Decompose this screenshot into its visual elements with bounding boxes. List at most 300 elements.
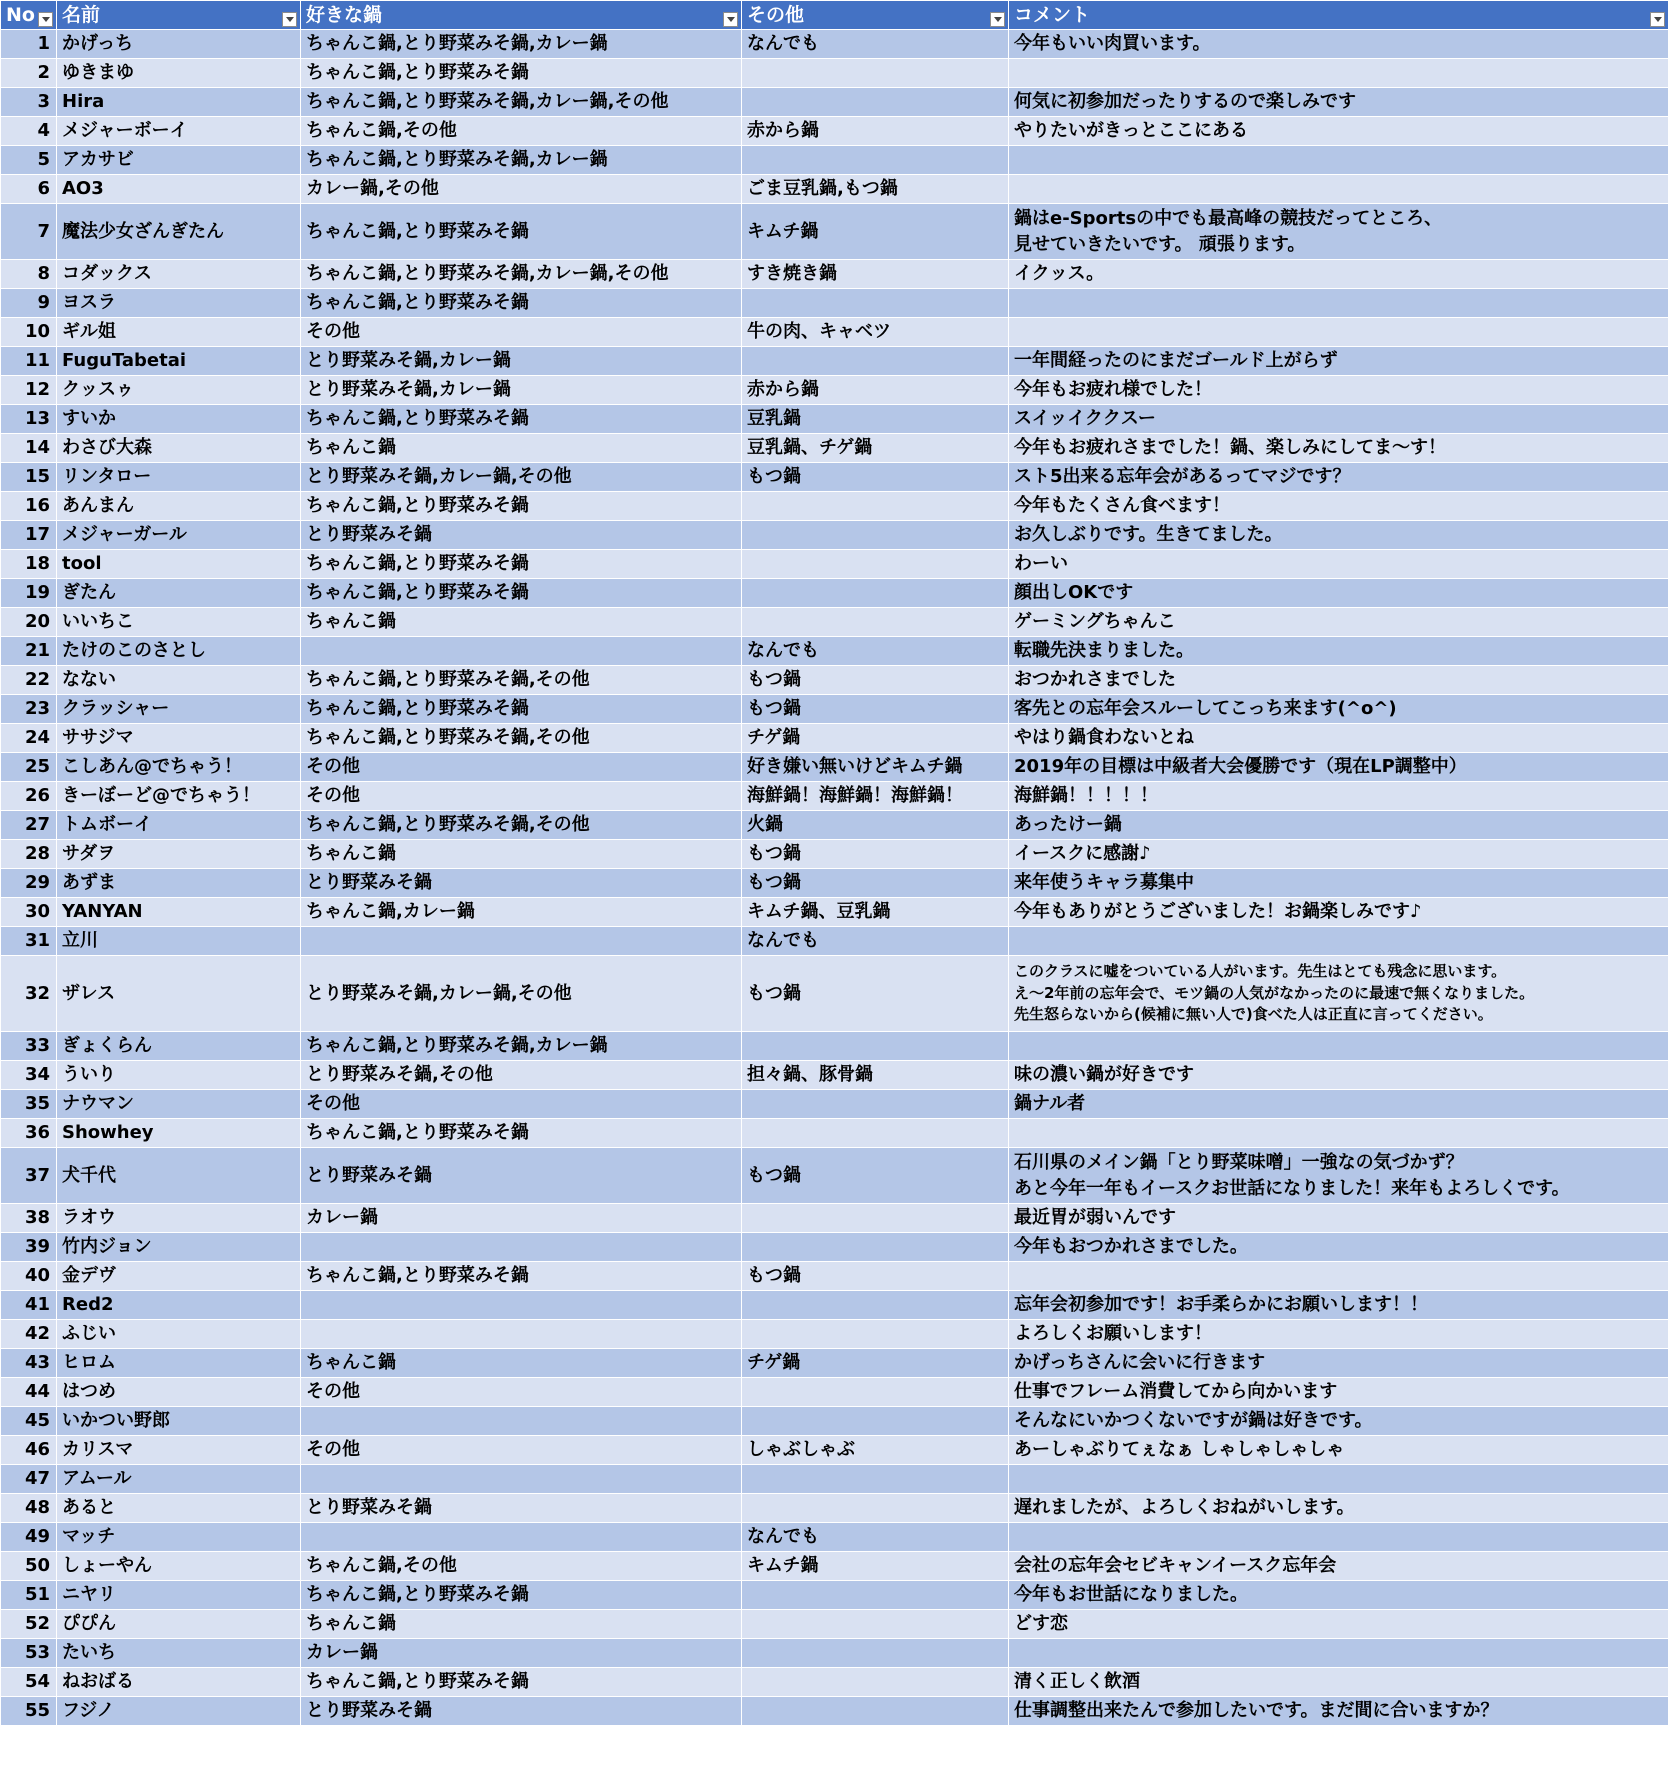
cell-other[interactable]: 豆乳鍋、チゲ鍋 (742, 434, 1009, 463)
comment-line: 今年もお疲れさまでした！鍋、楽しみにしてま～す！ (1014, 437, 1446, 459)
cell-no[interactable]: 10 (1, 318, 57, 347)
cell-other[interactable] (742, 579, 1009, 608)
cell-comment[interactable] (1009, 1233, 1668, 1262)
cell-other[interactable]: 火鍋 (742, 811, 1009, 840)
cell-other[interactable]: もつ鍋 (742, 840, 1009, 869)
cell-comment[interactable] (1009, 1668, 1668, 1697)
cell-other[interactable]: なんでも (742, 927, 1009, 956)
cell-comment[interactable] (1009, 1291, 1668, 1320)
filter-dropdown-icon[interactable] (1650, 12, 1665, 27)
cell-comment[interactable] (1009, 1407, 1668, 1436)
table-row (1, 318, 1668, 347)
cell-favorite-nabe[interactable] (301, 1407, 742, 1436)
cell-name[interactable]: コダックス (57, 260, 301, 289)
cell-favorite-nabe[interactable]: ちゃんこ鍋,カレー鍋 (301, 898, 742, 927)
cell-name[interactable]: ぴぴん (57, 1610, 301, 1639)
cell-favorite-nabe[interactable]: その他 (301, 318, 742, 347)
cell-favorite-nabe[interactable]: ちゃんこ鍋,とり野菜みそ鍋,カレー鍋 (301, 1032, 742, 1061)
cell-favorite-nabe[interactable]: ちゃんこ鍋,とり野菜みそ鍋 (301, 405, 742, 434)
table-row (1, 1494, 1668, 1523)
cell-name[interactable]: ういり (57, 1061, 301, 1090)
header-label: No (6, 3, 35, 26)
cell-no[interactable]: 52 (1, 1610, 57, 1639)
cell-other[interactable]: ごま豆乳鍋,もつ鍋 (742, 175, 1009, 204)
cell-name[interactable]: きーぼーど@でちゃう！ (57, 782, 301, 811)
cell-other[interactable] (742, 1291, 1009, 1320)
cell-comment[interactable] (1009, 146, 1668, 175)
cell-favorite-nabe[interactable]: とり野菜みそ鍋 (301, 521, 742, 550)
cell-favorite-nabe[interactable]: ちゃんこ鍋,とり野菜みそ鍋,カレー鍋,その他 (301, 260, 742, 289)
cell-favorite-nabe[interactable] (301, 1291, 742, 1320)
cell-no[interactable]: 46 (1, 1436, 57, 1465)
cell-favorite-nabe[interactable]: ちゃんこ鍋,とり野菜みそ鍋 (301, 1119, 742, 1148)
cell-other[interactable] (742, 521, 1009, 550)
cell-favorite-nabe[interactable] (301, 1233, 742, 1262)
cell-other[interactable] (742, 1119, 1009, 1148)
cell-other[interactable]: キムチ鍋 (742, 1552, 1009, 1581)
cell-no[interactable]: 6 (1, 175, 57, 204)
cell-other[interactable] (742, 1320, 1009, 1349)
cell-no[interactable]: 23 (1, 695, 57, 724)
cell-favorite-nabe[interactable]: ちゃんこ鍋,とり野菜みそ鍋 (301, 1262, 742, 1291)
cell-comment[interactable] (1009, 30, 1668, 59)
cell-favorite-nabe[interactable]: その他 (301, 782, 742, 811)
cell-name[interactable]: カリスマ (57, 1436, 301, 1465)
cell-no[interactable]: 17 (1, 521, 57, 550)
cell-comment[interactable] (1009, 1552, 1668, 1581)
cell-name[interactable]: なない (57, 666, 301, 695)
cell-other[interactable]: もつ鍋 (742, 666, 1009, 695)
cell-name[interactable]: Hira (57, 88, 301, 117)
cell-other[interactable] (742, 347, 1009, 376)
cell-other[interactable] (742, 1032, 1009, 1061)
cell-name[interactable]: ゆきまゆ (57, 59, 301, 88)
cell-favorite-nabe[interactable] (301, 927, 742, 956)
cell-name[interactable]: いかつい野郎 (57, 1407, 301, 1436)
cell-name[interactable]: ヨスラ (57, 289, 301, 318)
cell-name[interactable]: ぎたん (57, 579, 301, 608)
cell-other[interactable] (742, 1668, 1009, 1697)
cell-other[interactable] (742, 1581, 1009, 1610)
cell-no[interactable]: 54 (1, 1668, 57, 1697)
cell-favorite-nabe[interactable]: ちゃんこ鍋,とり野菜みそ鍋 (301, 492, 742, 521)
header-comment[interactable] (1009, 1, 1668, 30)
table-row (1, 289, 1668, 318)
filter-dropdown-icon[interactable] (990, 12, 1005, 27)
cell-name[interactable]: YANYAN (57, 898, 301, 927)
cell-name[interactable]: AO3 (57, 175, 301, 204)
cell-comment[interactable] (1009, 579, 1668, 608)
cell-comment[interactable] (1009, 1610, 1668, 1639)
cell-no[interactable]: 14 (1, 434, 57, 463)
cell-no[interactable]: 18 (1, 550, 57, 579)
cell-comment[interactable] (1009, 956, 1668, 1032)
cell-favorite-nabe[interactable]: ちゃんこ鍋,その他 (301, 1552, 742, 1581)
cell-other[interactable]: 赤から鍋 (742, 117, 1009, 146)
cell-comment[interactable] (1009, 695, 1668, 724)
cell-comment[interactable] (1009, 376, 1668, 405)
cell-comment[interactable] (1009, 204, 1668, 260)
cell-no[interactable]: 40 (1, 1262, 57, 1291)
cell-no[interactable]: 8 (1, 260, 57, 289)
cell-no[interactable]: 19 (1, 579, 57, 608)
cell-name[interactable]: いいちこ (57, 608, 301, 637)
cell-name[interactable]: アムール (57, 1465, 301, 1494)
cell-name[interactable]: 竹内ジョン (57, 1233, 301, 1262)
cell-comment[interactable] (1009, 175, 1668, 204)
cell-comment[interactable] (1009, 1494, 1668, 1523)
cell-other[interactable]: チゲ鍋 (742, 1349, 1009, 1378)
cell-no[interactable]: 51 (1, 1581, 57, 1610)
cell-no[interactable]: 13 (1, 405, 57, 434)
cell-favorite-nabe[interactable]: とり野菜みそ鍋,その他 (301, 1061, 742, 1090)
cell-favorite-nabe[interactable]: カレー鍋 (301, 1639, 742, 1668)
cell-name[interactable]: ニヤリ (57, 1581, 301, 1610)
cell-no[interactable]: 30 (1, 898, 57, 927)
cell-other[interactable]: すき焼き鍋 (742, 260, 1009, 289)
cell-other[interactable] (742, 1407, 1009, 1436)
cell-favorite-nabe[interactable]: とり野菜みそ鍋 (301, 1697, 742, 1726)
cell-no[interactable]: 26 (1, 782, 57, 811)
cell-other[interactable]: 好き嫌い無いけどキムチ鍋 (742, 753, 1009, 782)
cell-comment[interactable] (1009, 782, 1668, 811)
cell-comment[interactable] (1009, 1581, 1668, 1610)
cell-no[interactable]: 35 (1, 1090, 57, 1119)
cell-other[interactable] (742, 1697, 1009, 1726)
table-row (1, 1523, 1668, 1552)
cell-no[interactable]: 21 (1, 637, 57, 666)
cell-other[interactable]: もつ鍋 (742, 956, 1009, 1032)
cell-other[interactable] (742, 1204, 1009, 1233)
cell-other[interactable] (742, 146, 1009, 175)
cell-name[interactable]: あると (57, 1494, 301, 1523)
header-favorite-nabe[interactable] (301, 1, 742, 30)
cell-other[interactable]: 海鮮鍋！海鮮鍋！海鮮鍋！ (742, 782, 1009, 811)
cell-comment[interactable] (1009, 463, 1668, 492)
cell-no[interactable]: 50 (1, 1552, 57, 1581)
cell-other[interactable] (742, 88, 1009, 117)
cell-no[interactable]: 31 (1, 927, 57, 956)
cell-comment[interactable] (1009, 59, 1668, 88)
cell-favorite-nabe[interactable]: ちゃんこ鍋 (301, 1610, 742, 1639)
cell-other[interactable]: 赤から鍋 (742, 376, 1009, 405)
cell-no[interactable]: 24 (1, 724, 57, 753)
cell-other[interactable]: なんでも (742, 30, 1009, 59)
cell-comment[interactable] (1009, 1320, 1668, 1349)
cell-name[interactable]: 金デヴ (57, 1262, 301, 1291)
cell-comment[interactable] (1009, 1523, 1668, 1552)
cell-no[interactable]: 38 (1, 1204, 57, 1233)
cell-favorite-nabe[interactable]: ちゃんこ鍋 (301, 840, 742, 869)
cell-no[interactable]: 16 (1, 492, 57, 521)
cell-name[interactable]: 魔法少女ざんぎたん (57, 204, 301, 260)
cell-no[interactable]: 48 (1, 1494, 57, 1523)
cell-comment[interactable] (1009, 1639, 1668, 1668)
table-row (1, 869, 1668, 898)
cell-favorite-nabe[interactable]: ちゃんこ鍋,その他 (301, 117, 742, 146)
cell-comment[interactable] (1009, 289, 1668, 318)
cell-favorite-nabe[interactable] (301, 1320, 742, 1349)
cell-comment[interactable] (1009, 666, 1668, 695)
cell-favorite-nabe[interactable]: とり野菜みそ鍋,カレー鍋,その他 (301, 463, 742, 492)
cell-other[interactable] (742, 1465, 1009, 1494)
cell-other[interactable] (742, 1378, 1009, 1407)
cell-name[interactable]: ザレス (57, 956, 301, 1032)
cell-comment[interactable] (1009, 724, 1668, 753)
cell-no[interactable]: 36 (1, 1119, 57, 1148)
cell-no[interactable]: 25 (1, 753, 57, 782)
cell-favorite-nabe[interactable]: ちゃんこ鍋 (301, 1349, 742, 1378)
cell-name[interactable]: メジャーボーイ (57, 117, 301, 146)
cell-comment[interactable] (1009, 1032, 1668, 1061)
cell-other[interactable] (742, 1610, 1009, 1639)
comment-line: わーい (1014, 553, 1068, 575)
cell-name[interactable]: FuguTabetai (57, 347, 301, 376)
filter-dropdown-icon[interactable] (38, 12, 53, 27)
cell-name[interactable]: かげっち (57, 30, 301, 59)
cell-other[interactable]: しゃぶしゃぶ (742, 1436, 1009, 1465)
header-name[interactable] (57, 1, 301, 30)
cell-other[interactable]: もつ鍋 (742, 869, 1009, 898)
cell-comment[interactable] (1009, 347, 1668, 376)
cell-favorite-nabe[interactable]: とり野菜みそ鍋,カレー鍋 (301, 347, 742, 376)
table-row (1, 175, 1668, 204)
cell-comment[interactable] (1009, 753, 1668, 782)
cell-comment[interactable] (1009, 318, 1668, 347)
cell-comment[interactable] (1009, 1465, 1668, 1494)
cell-comment[interactable] (1009, 637, 1668, 666)
cell-name[interactable]: ねおばる (57, 1668, 301, 1697)
cell-name[interactable]: トムボーイ (57, 811, 301, 840)
cell-comment[interactable] (1009, 434, 1668, 463)
cell-no[interactable]: 37 (1, 1148, 57, 1204)
cell-no[interactable]: 34 (1, 1061, 57, 1090)
cell-comment[interactable] (1009, 260, 1668, 289)
cell-other[interactable]: なんでも (742, 1523, 1009, 1552)
cell-no[interactable]: 22 (1, 666, 57, 695)
cell-favorite-nabe[interactable]: とり野菜みそ鍋,カレー鍋,その他 (301, 956, 742, 1032)
cell-no[interactable]: 9 (1, 289, 57, 318)
cell-other[interactable] (742, 608, 1009, 637)
cell-no[interactable]: 15 (1, 463, 57, 492)
cell-favorite-nabe[interactable]: とり野菜みそ鍋 (301, 869, 742, 898)
cell-other[interactable] (742, 59, 1009, 88)
cell-name[interactable]: ふじい (57, 1320, 301, 1349)
cell-other[interactable]: 豆乳鍋 (742, 405, 1009, 434)
cell-no[interactable]: 41 (1, 1291, 57, 1320)
cell-comment[interactable] (1009, 521, 1668, 550)
cell-favorite-nabe[interactable]: カレー鍋 (301, 1204, 742, 1233)
cell-name[interactable]: tool (57, 550, 301, 579)
cell-name[interactable]: 犬千代 (57, 1148, 301, 1204)
cell-other[interactable]: もつ鍋 (742, 1262, 1009, 1291)
cell-no[interactable]: 47 (1, 1465, 57, 1494)
cell-favorite-nabe[interactable]: ちゃんこ鍋,とり野菜みそ鍋,その他 (301, 724, 742, 753)
cell-other[interactable]: もつ鍋 (742, 1148, 1009, 1204)
cell-comment[interactable] (1009, 1378, 1668, 1407)
cell-name[interactable]: リンタロー (57, 463, 301, 492)
cell-comment[interactable] (1009, 88, 1668, 117)
cell-no[interactable]: 32 (1, 956, 57, 1032)
cell-other[interactable]: もつ鍋 (742, 695, 1009, 724)
cell-no[interactable]: 7 (1, 204, 57, 260)
cell-favorite-nabe[interactable]: ちゃんこ鍋,とり野菜みそ鍋 (301, 695, 742, 724)
cell-name[interactable]: わさび大森 (57, 434, 301, 463)
cell-no[interactable]: 43 (1, 1349, 57, 1378)
cell-no[interactable]: 1 (1, 30, 57, 59)
cell-no[interactable]: 53 (1, 1639, 57, 1668)
cell-other[interactable] (742, 1233, 1009, 1262)
cell-name[interactable]: マッチ (57, 1523, 301, 1552)
cell-name[interactable]: たいち (57, 1639, 301, 1668)
cell-other[interactable]: キムチ鍋 (742, 204, 1009, 260)
cell-comment[interactable] (1009, 1349, 1668, 1378)
cell-other[interactable] (742, 1639, 1009, 1668)
cell-name[interactable]: ナウマン (57, 1090, 301, 1119)
cell-favorite-nabe[interactable]: カレー鍋,その他 (301, 175, 742, 204)
cell-comment[interactable] (1009, 898, 1668, 927)
cell-no[interactable]: 5 (1, 146, 57, 175)
cell-favorite-nabe[interactable]: ちゃんこ鍋,とり野菜みそ鍋,カレー鍋,その他 (301, 88, 742, 117)
cell-name[interactable]: サダヲ (57, 840, 301, 869)
cell-other[interactable]: 牛の肉、キャベツ (742, 318, 1009, 347)
cell-favorite-nabe[interactable]: ちゃんこ鍋,とり野菜みそ鍋,その他 (301, 666, 742, 695)
cell-favorite-nabe[interactable]: ちゃんこ鍋,とり野菜みそ鍋 (301, 289, 742, 318)
comment-line: 海鮮鍋！！！！！ (1014, 785, 1158, 807)
cell-name[interactable]: ギル姐 (57, 318, 301, 347)
cell-comment[interactable] (1009, 608, 1668, 637)
comment-line: 今年もいい肉買います。 (1014, 33, 1211, 55)
cell-name[interactable]: 立川 (57, 927, 301, 956)
cell-no[interactable]: 3 (1, 88, 57, 117)
cell-comment[interactable] (1009, 811, 1668, 840)
cell-favorite-nabe[interactable]: その他 (301, 1378, 742, 1407)
cell-other[interactable]: チゲ鍋 (742, 724, 1009, 753)
cell-comment[interactable] (1009, 1061, 1668, 1090)
cell-favorite-nabe[interactable] (301, 1523, 742, 1552)
cell-name[interactable]: クラッシャー (57, 695, 301, 724)
comment-line: 仕事でフレーム消費してから向かいます (1014, 1381, 1338, 1403)
cell-favorite-nabe[interactable]: ちゃんこ鍋,とり野菜みそ鍋 (301, 579, 742, 608)
cell-no[interactable]: 42 (1, 1320, 57, 1349)
cell-favorite-nabe[interactable]: ちゃんこ鍋 (301, 608, 742, 637)
comment-line: 遅れましたが、よろしくおねがいします。 (1014, 1497, 1355, 1519)
cell-no[interactable]: 20 (1, 608, 57, 637)
cell-favorite-nabe[interactable]: ちゃんこ鍋,とり野菜みそ鍋 (301, 59, 742, 88)
cell-comment[interactable] (1009, 492, 1668, 521)
cell-other[interactable] (742, 1090, 1009, 1119)
cell-no[interactable]: 49 (1, 1523, 57, 1552)
cell-favorite-nabe[interactable]: ちゃんこ鍋,とり野菜みそ鍋,カレー鍋 (301, 146, 742, 175)
cell-name[interactable]: クッスゥ (57, 376, 301, 405)
cell-favorite-nabe[interactable]: とり野菜みそ鍋 (301, 1494, 742, 1523)
cell-favorite-nabe[interactable]: ちゃんこ鍋 (301, 434, 742, 463)
cell-comment[interactable] (1009, 1090, 1668, 1119)
cell-name[interactable]: しょーやん (57, 1552, 301, 1581)
cell-comment[interactable] (1009, 405, 1668, 434)
cell-favorite-nabe[interactable]: とり野菜みそ鍋 (301, 1148, 742, 1204)
cell-no[interactable]: 11 (1, 347, 57, 376)
cell-name[interactable]: はつめ (57, 1378, 301, 1407)
cell-name[interactable]: メジャーガール (57, 521, 301, 550)
cell-comment[interactable] (1009, 1262, 1668, 1291)
header-label: 好きな鍋 (306, 3, 383, 26)
cell-name[interactable]: こしあん@でちゃう！ (57, 753, 301, 782)
cell-name[interactable]: ササジマ (57, 724, 301, 753)
cell-other[interactable] (742, 289, 1009, 318)
cell-comment[interactable] (1009, 1204, 1668, 1233)
cell-favorite-nabe[interactable] (301, 637, 742, 666)
cell-comment[interactable] (1009, 550, 1668, 579)
cell-comment[interactable] (1009, 117, 1668, 146)
cell-favorite-nabe[interactable]: その他 (301, 1436, 742, 1465)
cell-name[interactable]: Red2 (57, 1291, 301, 1320)
cell-favorite-nabe[interactable]: ちゃんこ鍋,とり野菜みそ鍋 (301, 1668, 742, 1697)
cell-other[interactable]: キムチ鍋、豆乳鍋 (742, 898, 1009, 927)
cell-name[interactable]: あずま (57, 869, 301, 898)
cell-comment[interactable] (1009, 840, 1668, 869)
cell-name[interactable]: アカサビ (57, 146, 301, 175)
cell-other[interactable]: 担々鍋、豚骨鍋 (742, 1061, 1009, 1090)
cell-name[interactable]: フジノ (57, 1697, 301, 1726)
cell-name[interactable]: すいか (57, 405, 301, 434)
cell-no[interactable]: 2 (1, 59, 57, 88)
cell-favorite-nabe[interactable]: その他 (301, 1090, 742, 1119)
cell-favorite-nabe[interactable]: ちゃんこ鍋,とり野菜みそ鍋 (301, 204, 742, 260)
cell-favorite-nabe[interactable]: とり野菜みそ鍋,カレー鍋 (301, 376, 742, 405)
cell-favorite-nabe[interactable]: ちゃんこ鍋,とり野菜みそ鍋,その他 (301, 811, 742, 840)
table-row (1, 1581, 1668, 1610)
cell-other[interactable] (742, 550, 1009, 579)
cell-other[interactable] (742, 1494, 1009, 1523)
cell-no[interactable]: 55 (1, 1697, 57, 1726)
header-no[interactable] (1, 1, 57, 30)
filter-dropdown-icon[interactable] (723, 12, 738, 27)
cell-favorite-nabe[interactable]: ちゃんこ鍋,とり野菜みそ鍋,カレー鍋 (301, 30, 742, 59)
cell-no[interactable]: 12 (1, 376, 57, 405)
cell-other[interactable]: なんでも (742, 637, 1009, 666)
cell-name[interactable]: Showhey (57, 1119, 301, 1148)
cell-name[interactable]: あんまん (57, 492, 301, 521)
cell-name[interactable]: ぎょくらん (57, 1032, 301, 1061)
cell-no[interactable]: 45 (1, 1407, 57, 1436)
cell-no[interactable]: 28 (1, 840, 57, 869)
cell-no[interactable]: 44 (1, 1378, 57, 1407)
cell-no[interactable]: 27 (1, 811, 57, 840)
cell-other[interactable] (742, 492, 1009, 521)
cell-favorite-nabe[interactable]: ちゃんこ鍋,とり野菜みそ鍋 (301, 1581, 742, 1610)
cell-favorite-nabe[interactable] (301, 1465, 742, 1494)
cell-comment[interactable] (1009, 1119, 1668, 1148)
cell-comment[interactable] (1009, 1436, 1668, 1465)
cell-no[interactable]: 4 (1, 117, 57, 146)
cell-comment[interactable] (1009, 1148, 1668, 1204)
cell-other[interactable]: もつ鍋 (742, 463, 1009, 492)
filter-dropdown-icon[interactable] (282, 12, 297, 27)
cell-comment[interactable] (1009, 869, 1668, 898)
cell-favorite-nabe[interactable]: その他 (301, 753, 742, 782)
cell-no[interactable]: 39 (1, 1233, 57, 1262)
header-other[interactable] (742, 1, 1009, 30)
cell-name[interactable]: ヒロム (57, 1349, 301, 1378)
cell-no[interactable]: 29 (1, 869, 57, 898)
cell-name[interactable]: たけのこのさとし (57, 637, 301, 666)
cell-no[interactable]: 33 (1, 1032, 57, 1061)
cell-comment[interactable] (1009, 1697, 1668, 1726)
cell-name[interactable]: ラオウ (57, 1204, 301, 1233)
cell-favorite-nabe[interactable]: ちゃんこ鍋,とり野菜みそ鍋 (301, 550, 742, 579)
cell-comment[interactable] (1009, 927, 1668, 956)
